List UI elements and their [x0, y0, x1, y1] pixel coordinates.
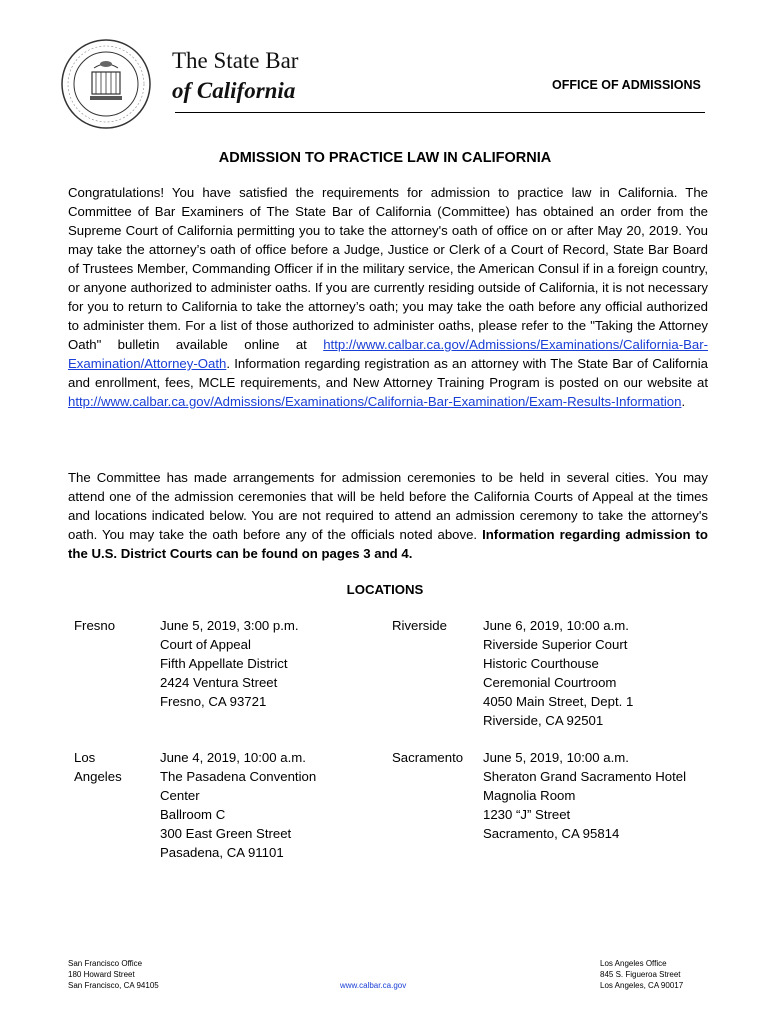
- city-name: Fresno: [74, 618, 116, 633]
- detail-line: Ceremonial Courtroom: [483, 675, 617, 690]
- attorney-oath-link[interactable]: http://www.calbar.ca.gov/Admissions/Examinations/California-Bar-Examination/Attorney-Oath: [68, 337, 708, 371]
- detail-line: Magnolia Room: [483, 788, 576, 803]
- location-city-riverside: [392, 616, 447, 635]
- city-name: Angeles: [74, 769, 122, 784]
- footer-line: Los Angeles Office: [600, 959, 667, 968]
- detail-line: Pasadena, CA 91101: [160, 845, 284, 860]
- intro-text-b: . Information regarding registration as an attorney with The State Bar of California and enrollment, fees, MCLE requirements, and New Attorney Training Program is posted on our website at: [68, 356, 708, 390]
- detail-line: Historic Courthouse: [483, 656, 599, 671]
- website-link[interactable]: www.calbar.ca.gov: [340, 981, 407, 990]
- footer-sf-office: [68, 958, 159, 991]
- intro-text-a: Congratulations! You have satisfied the requirements for admission to practice law in California. The Committee of Bar Examiners of The State Bar of California (Committee) has obtained an order from the Supreme Court of California permitting you to take the attorney's oath of office on or after May 20, 2019. You may take the attorney’s oath of office before a Judge, Justice or Clerk of a Court of Record, State Bar Board of Trustees Member, Commanding Officer if in the military service, the American Consul if in a foreign country, or anyone authorized to administer oaths. If you are currently residing outside of California, it is not necessary for you to return to California to take the attorney’s oath; you may take the oath before any official authorized to administer them. For a list of those authorized to administer oaths, please refer to the "Taking the Attorney Oath" bulletin available online at: [68, 185, 708, 352]
- district-courts-note: Information regarding admission to the U.S. District Courts can be found on pages 3 and 4.: [68, 527, 708, 561]
- intro-paragraph: [68, 183, 708, 411]
- ceremony-text: The Committee has made arrangements for admission ceremonies to be held in several cities. You may attend one of the admission ceremonies that will be held before the California Courts of Appeal at the times and locations indicated below. You are not required to attend an admission ceremony to take the attorney's oath. You may take the oath before any of the officials noted above.: [68, 470, 708, 542]
- city-name: Sacramento: [392, 750, 464, 765]
- footer-line: Los Angeles, CA 90017: [600, 981, 684, 990]
- state-bar-seal-logo: [60, 38, 152, 130]
- footer-la-office: [600, 958, 683, 991]
- city-name: Riverside: [392, 618, 447, 633]
- office-label: OFFICE OF ADMISSIONS: [552, 78, 701, 92]
- detail-line: Sacramento, CA 95814: [483, 826, 620, 841]
- detail-line: Sheraton Grand Sacramento Hotel: [483, 769, 687, 784]
- detail-line: 4050 Main Street, Dept. 1: [483, 694, 634, 709]
- location-details-fresno: [160, 616, 299, 711]
- footer-line: 180 Howard Street: [68, 970, 135, 979]
- locations-heading: LOCATIONS: [346, 582, 424, 597]
- footer-line: San Francisco, CA 94105: [68, 981, 159, 990]
- header-divider: [175, 112, 705, 113]
- detail-line: 300 East Green Street: [160, 826, 292, 841]
- footer-website: [340, 980, 406, 991]
- detail-line: Fifth Appellate District: [160, 656, 288, 671]
- location-city-fresno: [74, 616, 115, 635]
- document-title: ADMISSION TO PRACTICE LAW IN CALIFORNIA: [218, 150, 552, 166]
- detail-line: Fresno, CA 93721: [160, 694, 267, 709]
- footer-line: 845 S. Figueroa Street: [600, 970, 681, 979]
- detail-line: June 5, 2019, 3:00 p.m.: [160, 618, 299, 633]
- detail-line: 1230 “J” Street: [483, 807, 571, 822]
- detail-line: Ballroom C: [160, 807, 226, 822]
- footer-line: San Francisco Office: [68, 959, 143, 968]
- intro-text-c: .: [681, 394, 686, 409]
- detail-line: June 4, 2019, 10:00 a.m.: [160, 750, 306, 765]
- city-name: Los: [74, 750, 96, 765]
- detail-line: June 6, 2019, 10:00 a.m.: [483, 618, 629, 633]
- location-city-los-angeles: [74, 748, 122, 786]
- detail-line: Center: [160, 788, 200, 803]
- org-name-line1: The State Bar: [172, 48, 299, 73]
- detail-line: Court of Appeal: [160, 637, 251, 652]
- ceremony-paragraph: [68, 468, 708, 563]
- org-name-line2: of California: [172, 78, 296, 103]
- location-details-riverside: [483, 616, 633, 730]
- detail-line: The Pasadena Convention: [160, 769, 317, 784]
- detail-line: Riverside Superior Court: [483, 637, 628, 652]
- detail-line: Riverside, CA 92501: [483, 713, 604, 728]
- location-details-sacramento: [483, 748, 686, 843]
- detail-line: 2424 Ventura Street: [160, 675, 278, 690]
- detail-line: June 5, 2019, 10:00 a.m.: [483, 750, 629, 765]
- location-details-los-angeles: [160, 748, 316, 862]
- location-city-sacramento: [392, 748, 463, 767]
- exam-results-link[interactable]: http://www.calbar.ca.gov/Admissions/Examinations/California-Bar-Examination/Exam-Results-Information: [68, 394, 682, 409]
